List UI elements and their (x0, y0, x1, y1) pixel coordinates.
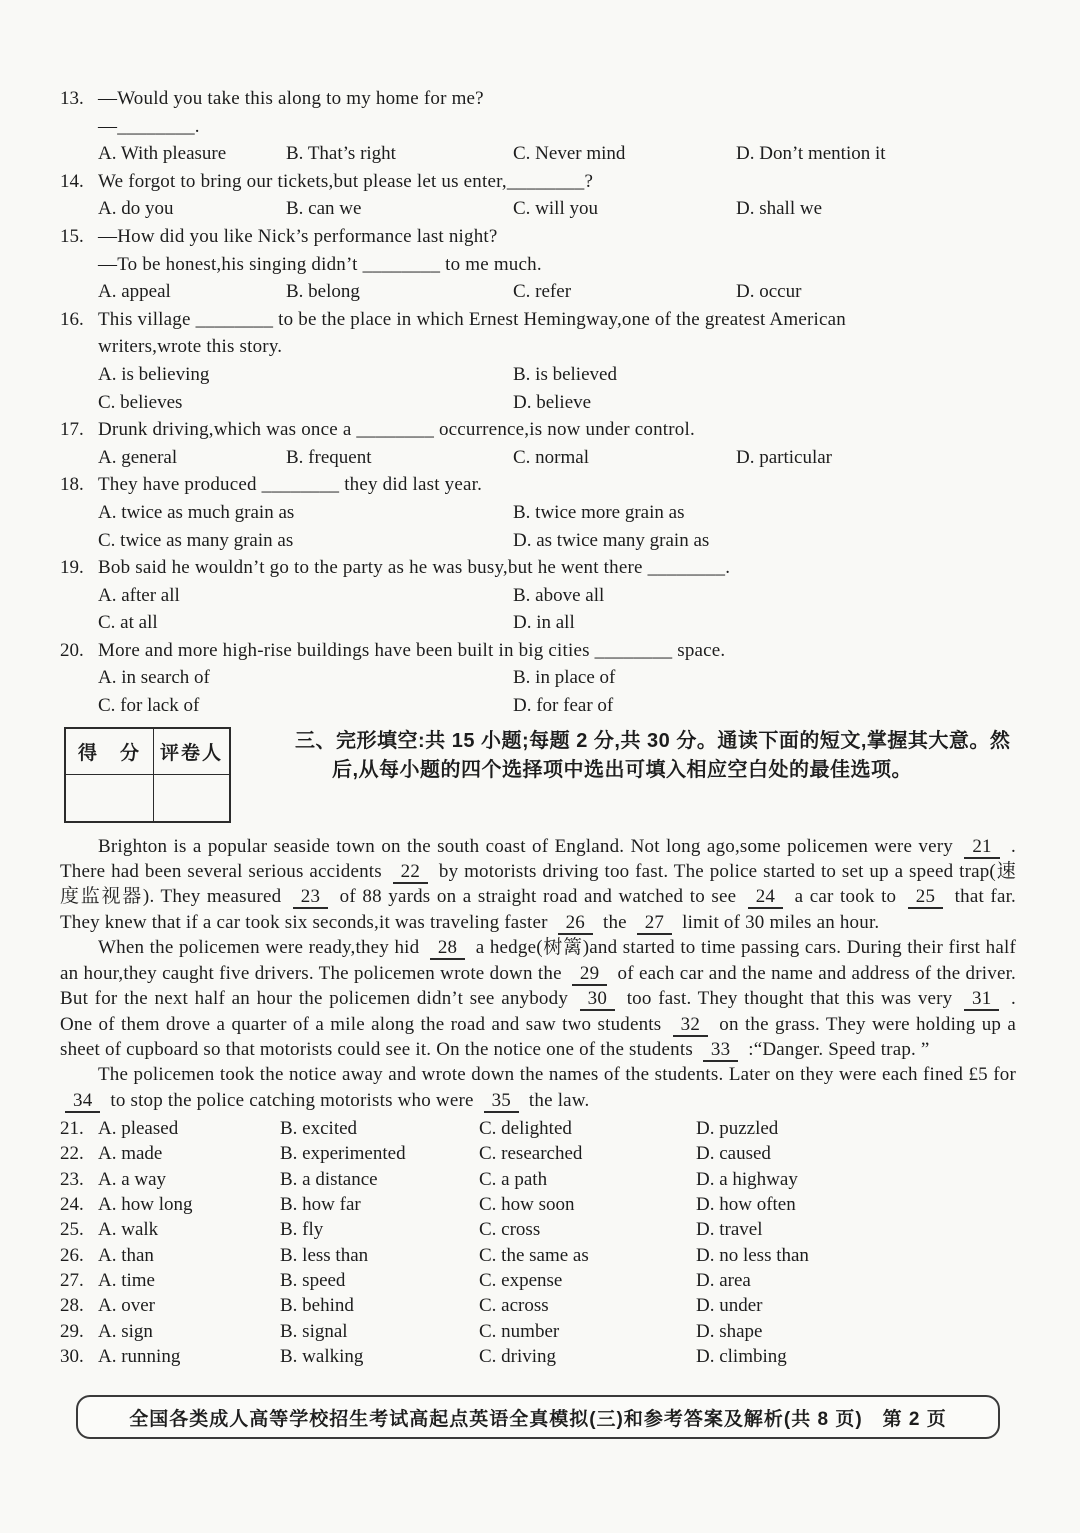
cloze-options (60, 1116, 1016, 1369)
option-b: B. how far (280, 1194, 361, 1216)
question-number: 29. (60, 1320, 84, 1342)
question-line: This village ________ to be the place in which Ernest Hemingway,one of the greatest American (98, 308, 846, 330)
question-18 (60, 471, 1016, 554)
question-body (98, 85, 1016, 168)
question-number: 23. (60, 1168, 84, 1190)
option-a: A. do you (98, 198, 174, 220)
option-b: B. signal (280, 1320, 348, 1342)
cloze-option-row-23 (60, 1167, 1016, 1192)
cloze-blank-24: 24 (748, 887, 783, 909)
option-b: B. a distance (280, 1168, 378, 1190)
option-b: B. less than (280, 1244, 369, 1266)
options-row (98, 195, 1016, 223)
option-a: A. pleased (98, 1118, 179, 1140)
option-a: A. With pleasure (98, 143, 227, 165)
option-d: D. shape (696, 1320, 763, 1342)
option-b: B. excited (280, 1118, 358, 1140)
option-a: A. is believing (98, 363, 210, 385)
options-row (98, 444, 1016, 472)
option-d: D. how often (696, 1194, 796, 1216)
option-c: C. number (479, 1320, 560, 1342)
footer-text: 全国各类成人高等学校招生考试高起点英语全真模拟(三)和参考答案及解析(共 8 页) 第 2 页 (129, 1408, 947, 1430)
option-d: D. climbing (696, 1345, 787, 1367)
option-a: A. general (98, 446, 178, 468)
question-body (98, 471, 1016, 554)
question-line: —________. (98, 115, 200, 137)
option-b: B. is believed (513, 363, 617, 385)
option-c: C. will you (513, 198, 598, 220)
question-line: Bob said he wouldn’t go to the party as he was busy,but he went there ________. (98, 557, 731, 579)
option-d: D. puzzled (696, 1118, 779, 1140)
options-row (98, 140, 1016, 168)
question-number: 22. (60, 1143, 84, 1165)
cloze-blank-32: 32 (673, 1015, 708, 1037)
option-d: D. believe (513, 391, 592, 413)
option-d: D. occur (736, 281, 802, 303)
option-b: B. experimented (280, 1143, 406, 1165)
option-a: A. made (98, 1143, 163, 1165)
option-b: B. fly (280, 1219, 324, 1241)
question-line: More and more high-rise buildings have been built in big cities ________ space. (98, 639, 726, 661)
option-b: B. walking (280, 1345, 364, 1367)
option-d: D. no less than (696, 1244, 809, 1266)
page-footer (60, 1395, 1016, 1439)
question-19 (60, 554, 1016, 637)
cloze-blank-35: 35 (484, 1091, 519, 1113)
cloze-blank-28: 28 (430, 938, 465, 960)
option-d: D. particular (736, 446, 833, 468)
option-b: B. behind (280, 1295, 354, 1317)
question-line: —How did you like Nick’s performance last night? (98, 225, 498, 247)
cloze-passage (60, 834, 1016, 1113)
question-body (98, 416, 1016, 471)
cloze-blank-21: 21 (964, 837, 999, 859)
option-d: D. a highway (696, 1168, 798, 1190)
options-row (98, 499, 1016, 554)
question-number: 17. (60, 419, 84, 441)
cloze-option-row-25 (60, 1217, 1016, 1242)
options-row (98, 361, 1016, 416)
question-line: We forgot to bring our tickets,but please let us enter,________? (98, 170, 594, 192)
question-number: 26. (60, 1244, 84, 1266)
option-c: C. how soon (479, 1194, 575, 1216)
question-line: Drunk driving,which was once a ________ occurrence,is now under control. (98, 419, 695, 441)
question-number: 20. (60, 639, 84, 661)
cloze-paragraph-3: The policemen took the notice away and wrote down the names of the students. Later on they were each fined £5 for 34 to stop the police catching motorists who were 35 the law. (60, 1062, 1016, 1113)
option-c: C. the same as (479, 1244, 589, 1266)
question-body (98, 554, 1016, 637)
option-c: C. normal (513, 446, 589, 468)
option-b: B. speed (280, 1269, 346, 1291)
question-line: —Would you take this along to my home for me? (98, 88, 484, 109)
cloze-blank-33: 33 (703, 1040, 738, 1062)
cloze-blank-34: 34 (65, 1091, 100, 1113)
option-b: B. in place of (513, 667, 616, 689)
option-c: C. twice as many grain as (98, 529, 294, 551)
question-body (98, 637, 1016, 720)
option-a: A. over (98, 1295, 155, 1317)
option-d: D. under (696, 1295, 763, 1317)
question-number: 25. (60, 1219, 84, 1241)
cloze-option-row-24 (60, 1192, 1016, 1217)
option-b: B. belong (286, 281, 360, 303)
cloze-blank-30: 30 (580, 989, 615, 1011)
question-number: 13. (60, 88, 84, 109)
question-15 (60, 223, 1016, 306)
question-number: 21. (60, 1118, 84, 1140)
option-a: A. how long (98, 1194, 193, 1216)
score-box (64, 727, 231, 823)
option-c: C. Never mind (513, 143, 626, 165)
option-c: C. a path (479, 1168, 548, 1190)
option-a: A. time (98, 1269, 155, 1291)
option-d: D. travel (696, 1219, 763, 1241)
option-a: A. a way (98, 1168, 167, 1190)
cloze-blank-25: 25 (908, 887, 943, 909)
question-number: 30. (60, 1345, 84, 1367)
option-a: A. walk (98, 1219, 159, 1241)
options-row (98, 664, 1016, 719)
options-row (98, 582, 1016, 637)
option-b: B. above all (513, 584, 605, 606)
option-b: B. frequent (286, 446, 372, 468)
grader-label-cell: 评卷人 (154, 729, 229, 775)
question-20 (60, 637, 1016, 720)
cloze-blank-27: 27 (637, 913, 672, 935)
question-16 (60, 306, 1016, 416)
score-label-cell: 得 分 (66, 729, 154, 775)
cloze-option-row-22 (60, 1141, 1016, 1166)
option-d: D. for fear of (513, 695, 614, 717)
option-c: C. expense (479, 1269, 563, 1291)
question-number: 18. (60, 474, 84, 496)
option-d: D. area (696, 1269, 751, 1291)
options-row (98, 278, 1016, 306)
option-c: C. delighted (479, 1118, 572, 1140)
option-c: C. refer (513, 281, 572, 303)
option-d: D. shall we (736, 198, 823, 220)
cloze-blank-26: 26 (558, 913, 593, 935)
option-a: A. than (98, 1244, 154, 1266)
cloze-option-row-21 (60, 1116, 1016, 1141)
cloze-paragraph-2: When the policemen were ready,they hid 28 a hedge(树篱)and started to time passing cars. During their first half an hour,they caught five drivers. The policemen wrote down the 29 of each car and the name and address of the driver. But for the next half an hour the policemen didn’t see anybody 30 too fast. They thought that this was very 31 . One of them drove a quarter of a mile along the road and saw two students 32 on the grass. They were holding up a sheet of cupboard so that motorists could see it. On the notice one of the students 33 :“Danger. Speed trap. ” (60, 937, 1017, 1060)
cloze-paragraph-1: Brighton is a popular seaside town on the south coast of England. Not long ago,some policemen were very 21 . There had been several serious accidents 22 by motorists driving too fast. The police started to set up a speed trap(速度监视器). They measured 23 of 88 yards on a straight road and watched to see 24 a car took to 25 that far. They knew that if a car took six seconds,it was traveling faster 26 the 27 limit of 30 miles an hour. (60, 835, 1017, 933)
cloze-option-row-26 (60, 1243, 1016, 1268)
option-d: D. in all (513, 612, 575, 634)
option-a: A. after all (98, 584, 180, 606)
cloze-option-row-28 (60, 1293, 1016, 1318)
cloze-blank-23: 23 (293, 887, 328, 909)
question-number: 27. (60, 1269, 84, 1291)
question-body (98, 168, 1016, 223)
question-body (98, 306, 1016, 416)
option-c: C. believes (98, 391, 183, 413)
cloze-option-row-30 (60, 1344, 1016, 1369)
question-number: 15. (60, 225, 84, 247)
option-c: C. researched (479, 1143, 583, 1165)
grader-value-cell (154, 775, 229, 821)
option-d: D. caused (696, 1143, 771, 1165)
question-number: 28. (60, 1295, 84, 1317)
option-a: A. appeal (98, 281, 171, 303)
option-c: C. across (479, 1295, 549, 1317)
cloze-option-row-29 (60, 1319, 1016, 1344)
option-a: A. twice as much grain as (98, 501, 295, 523)
option-c: C. driving (479, 1345, 557, 1367)
option-d: D. Don’t mention it (736, 143, 886, 165)
option-b: B. That’s right (286, 143, 396, 165)
question-number: 24. (60, 1194, 84, 1216)
option-a: A. running (98, 1345, 181, 1367)
option-c: C. cross (479, 1219, 541, 1241)
option-c: C. at all (98, 612, 158, 634)
section3-header (60, 727, 1016, 823)
cloze-blank-31: 31 (964, 989, 999, 1011)
cloze-blank-22: 22 (393, 862, 428, 884)
question-14 (60, 168, 1016, 223)
footer-box (76, 1395, 1000, 1439)
question-line: writers,wrote this story. (98, 336, 283, 358)
question-line: They have produced ________ they did last year. (98, 474, 483, 496)
question-17 (60, 416, 1016, 471)
option-c: C. for lack of (98, 695, 200, 717)
question-13 (60, 85, 1016, 168)
question-body (98, 223, 1016, 306)
option-b: B. twice more grain as (513, 501, 685, 523)
option-a: A. sign (98, 1320, 153, 1342)
option-a: A. in search of (98, 667, 210, 689)
section3-instruction: 三、完形填空:共 15 小题;每题 2 分,共 30 分。通读下面的短文,掌握其大意。然后,从每小题的四个选择项中选出可填入相应空白处的最佳选项。 (295, 729, 1011, 782)
grammar-section (60, 85, 1016, 720)
question-number: 19. (60, 557, 84, 579)
question-line: —To be honest,his singing didn’t ________ to me much. (98, 253, 542, 275)
cloze-blank-29: 29 (572, 964, 607, 986)
question-number: 14. (60, 170, 84, 192)
option-d: D. as twice many grain as (513, 529, 710, 551)
option-b: B. can we (286, 198, 362, 220)
question-number: 16. (60, 308, 84, 330)
score-value-cell (66, 775, 154, 821)
cloze-option-row-27 (60, 1268, 1016, 1293)
